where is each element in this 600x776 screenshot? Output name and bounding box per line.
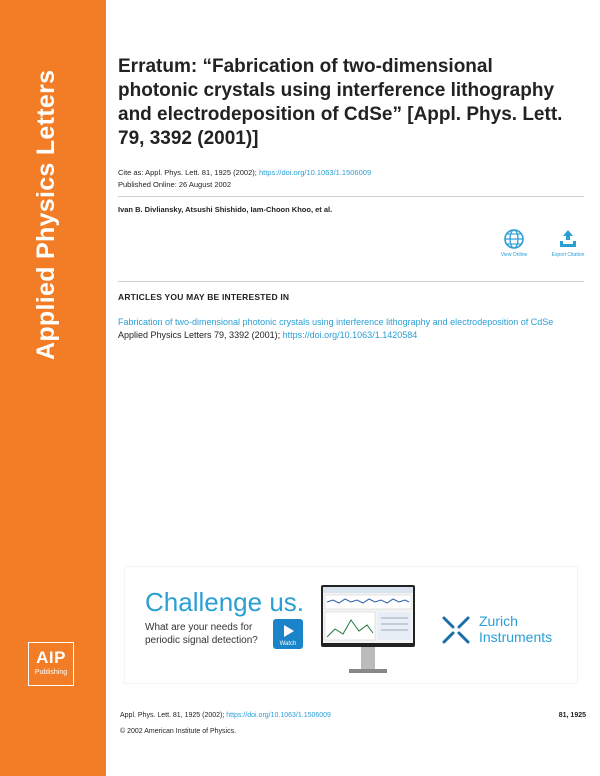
- footer-citation-text: Appl. Phys. Lett. 81, 1925 (2002);: [120, 712, 225, 719]
- related-article-title-link[interactable]: Fabrication of two-dimensional photonic crystals using interference lithography and electrodeposition of CdSe: [118, 317, 554, 327]
- brand-line: Zurich: [479, 613, 518, 629]
- view-online-button[interactable]: [484, 228, 544, 258]
- related-article-ref: [118, 329, 558, 342]
- journal-sidebar: [0, 0, 106, 776]
- related-journal-ref: Applied Physics Letters 79, 3392 (2001);: [118, 330, 281, 340]
- citation-doi-link[interactable]: https://doi.org/10.1063/1.1506009: [258, 168, 372, 177]
- ad-subtext: [145, 621, 258, 647]
- journal-name: Applied Physics Letters: [32, 69, 60, 360]
- related-articles-heading: ARTICLES YOU MAY BE INTERESTED IN: [118, 292, 290, 302]
- zurich-instruments-logo-icon: [441, 615, 471, 645]
- aip-publishing-logo[interactable]: [28, 642, 74, 686]
- globe-icon: [503, 228, 525, 250]
- ad-subtext-line: periodic signal detection?: [145, 635, 258, 646]
- citation-text: Cite as: Appl. Phys. Lett. 81, 1925 (2002);: [118, 168, 257, 177]
- divider: [118, 281, 584, 282]
- zurich-instruments-wordmark: [479, 613, 552, 645]
- ad-subtext-line: What are your needs for: [145, 622, 253, 633]
- logo-text: AIP: [36, 648, 66, 667]
- watch-label: Watch: [279, 641, 297, 647]
- signal-plot-graphic: [323, 587, 413, 643]
- related-doi-link[interactable]: https://doi.org/10.1063/1.1420584: [282, 330, 418, 340]
- view-online-label: View Online: [500, 252, 528, 258]
- export-citation-button[interactable]: [538, 228, 598, 258]
- monitor-illustration: [321, 585, 415, 647]
- watch-video-button[interactable]: [273, 619, 303, 649]
- brand-line: Instruments: [479, 629, 553, 645]
- advertisement-banner[interactable]: [124, 566, 578, 684]
- author-list: Ivan B. Divliansky, Atsushi Shishido, Iam-Choon Khoo, et al.: [118, 205, 333, 214]
- citation-line: [118, 168, 371, 177]
- export-citation-label: Export Citation: [551, 252, 585, 258]
- logo-subtext: Publishing: [34, 669, 68, 676]
- related-article: [118, 316, 558, 342]
- monitor-screen: [323, 587, 413, 643]
- ad-headline: Challenge us.: [145, 587, 304, 617]
- monitor-base: [349, 669, 387, 673]
- play-icon: [284, 625, 294, 637]
- published-date: Published Online: 26 August 2002: [118, 180, 232, 189]
- article-title: Erratum: “Fabrication of two-dimensional photonic crystals using interference lithography and electrodeposition of CdSe” [Appl. Phys. Lett. 79, 3392 (2001)]: [118, 56, 563, 149]
- monitor-stand: [361, 647, 375, 669]
- divider: [118, 196, 584, 197]
- footer-citation: [120, 712, 331, 719]
- export-icon: [557, 228, 579, 250]
- footer-doi-link[interactable]: https://doi.org/10.1063/1.1506009: [226, 712, 331, 719]
- footer-page-ref: 81, 1925: [558, 712, 586, 719]
- copyright-notice: © 2002 American Institute of Physics.: [120, 728, 237, 735]
